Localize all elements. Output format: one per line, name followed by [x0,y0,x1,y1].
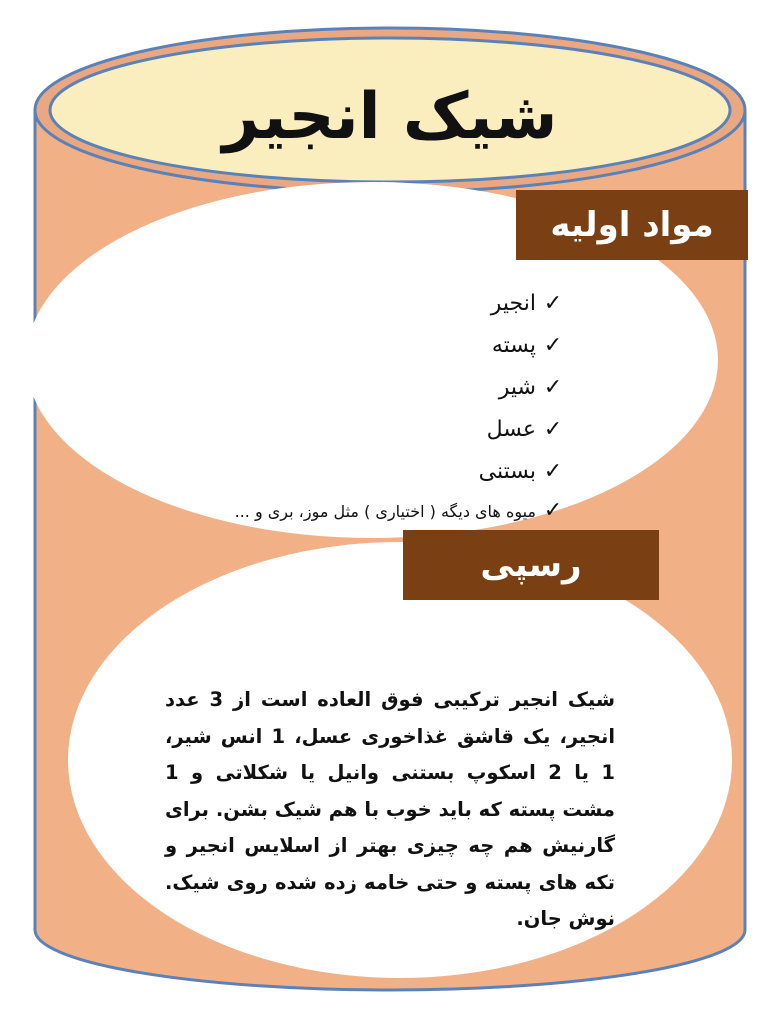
checkmark-icon: ✓ [543,291,563,316]
checkmark-icon: ✓ [543,498,563,523]
list-item: ✓پسته [130,325,570,367]
ingredients-heading: مواد اولیه [516,190,748,260]
list-item: ✓عسل [130,409,570,451]
checkmark-icon: ✓ [543,333,563,358]
recipe-text: شیک انجیر ترکیبی فوق العاده است از 3 عدد انجیر، یک قاشق غذاخوری عسل، 1 انس شیر، 1 یا 2 اسکوپ بستنی وانیل یا شکلاتی و 1 مشت پسته که باید خوب با هم شیک بشن. برای گارنیش هم چه چیزی بهتر از اسلایس انجیر و تکه های پسته و حتی خامه زده شده روی شیک. نوش جان. [165,688,615,930]
checkmark-icon: ✓ [543,417,563,442]
list-item: ✓انجیر [130,283,570,325]
checkmark-icon: ✓ [543,375,563,400]
list-item: ✓بستنی [130,451,570,493]
list-item: ✓میوه های دیگه ( اختیاری ) مثل موز، بری و ... [130,493,570,529]
checkmark-icon: ✓ [543,459,563,484]
ingredients-list [130,283,570,529]
page-title: شیک انجیر [222,80,558,154]
recipe-heading: رسپی [403,530,659,600]
list-item: ✓شیر [130,367,570,409]
